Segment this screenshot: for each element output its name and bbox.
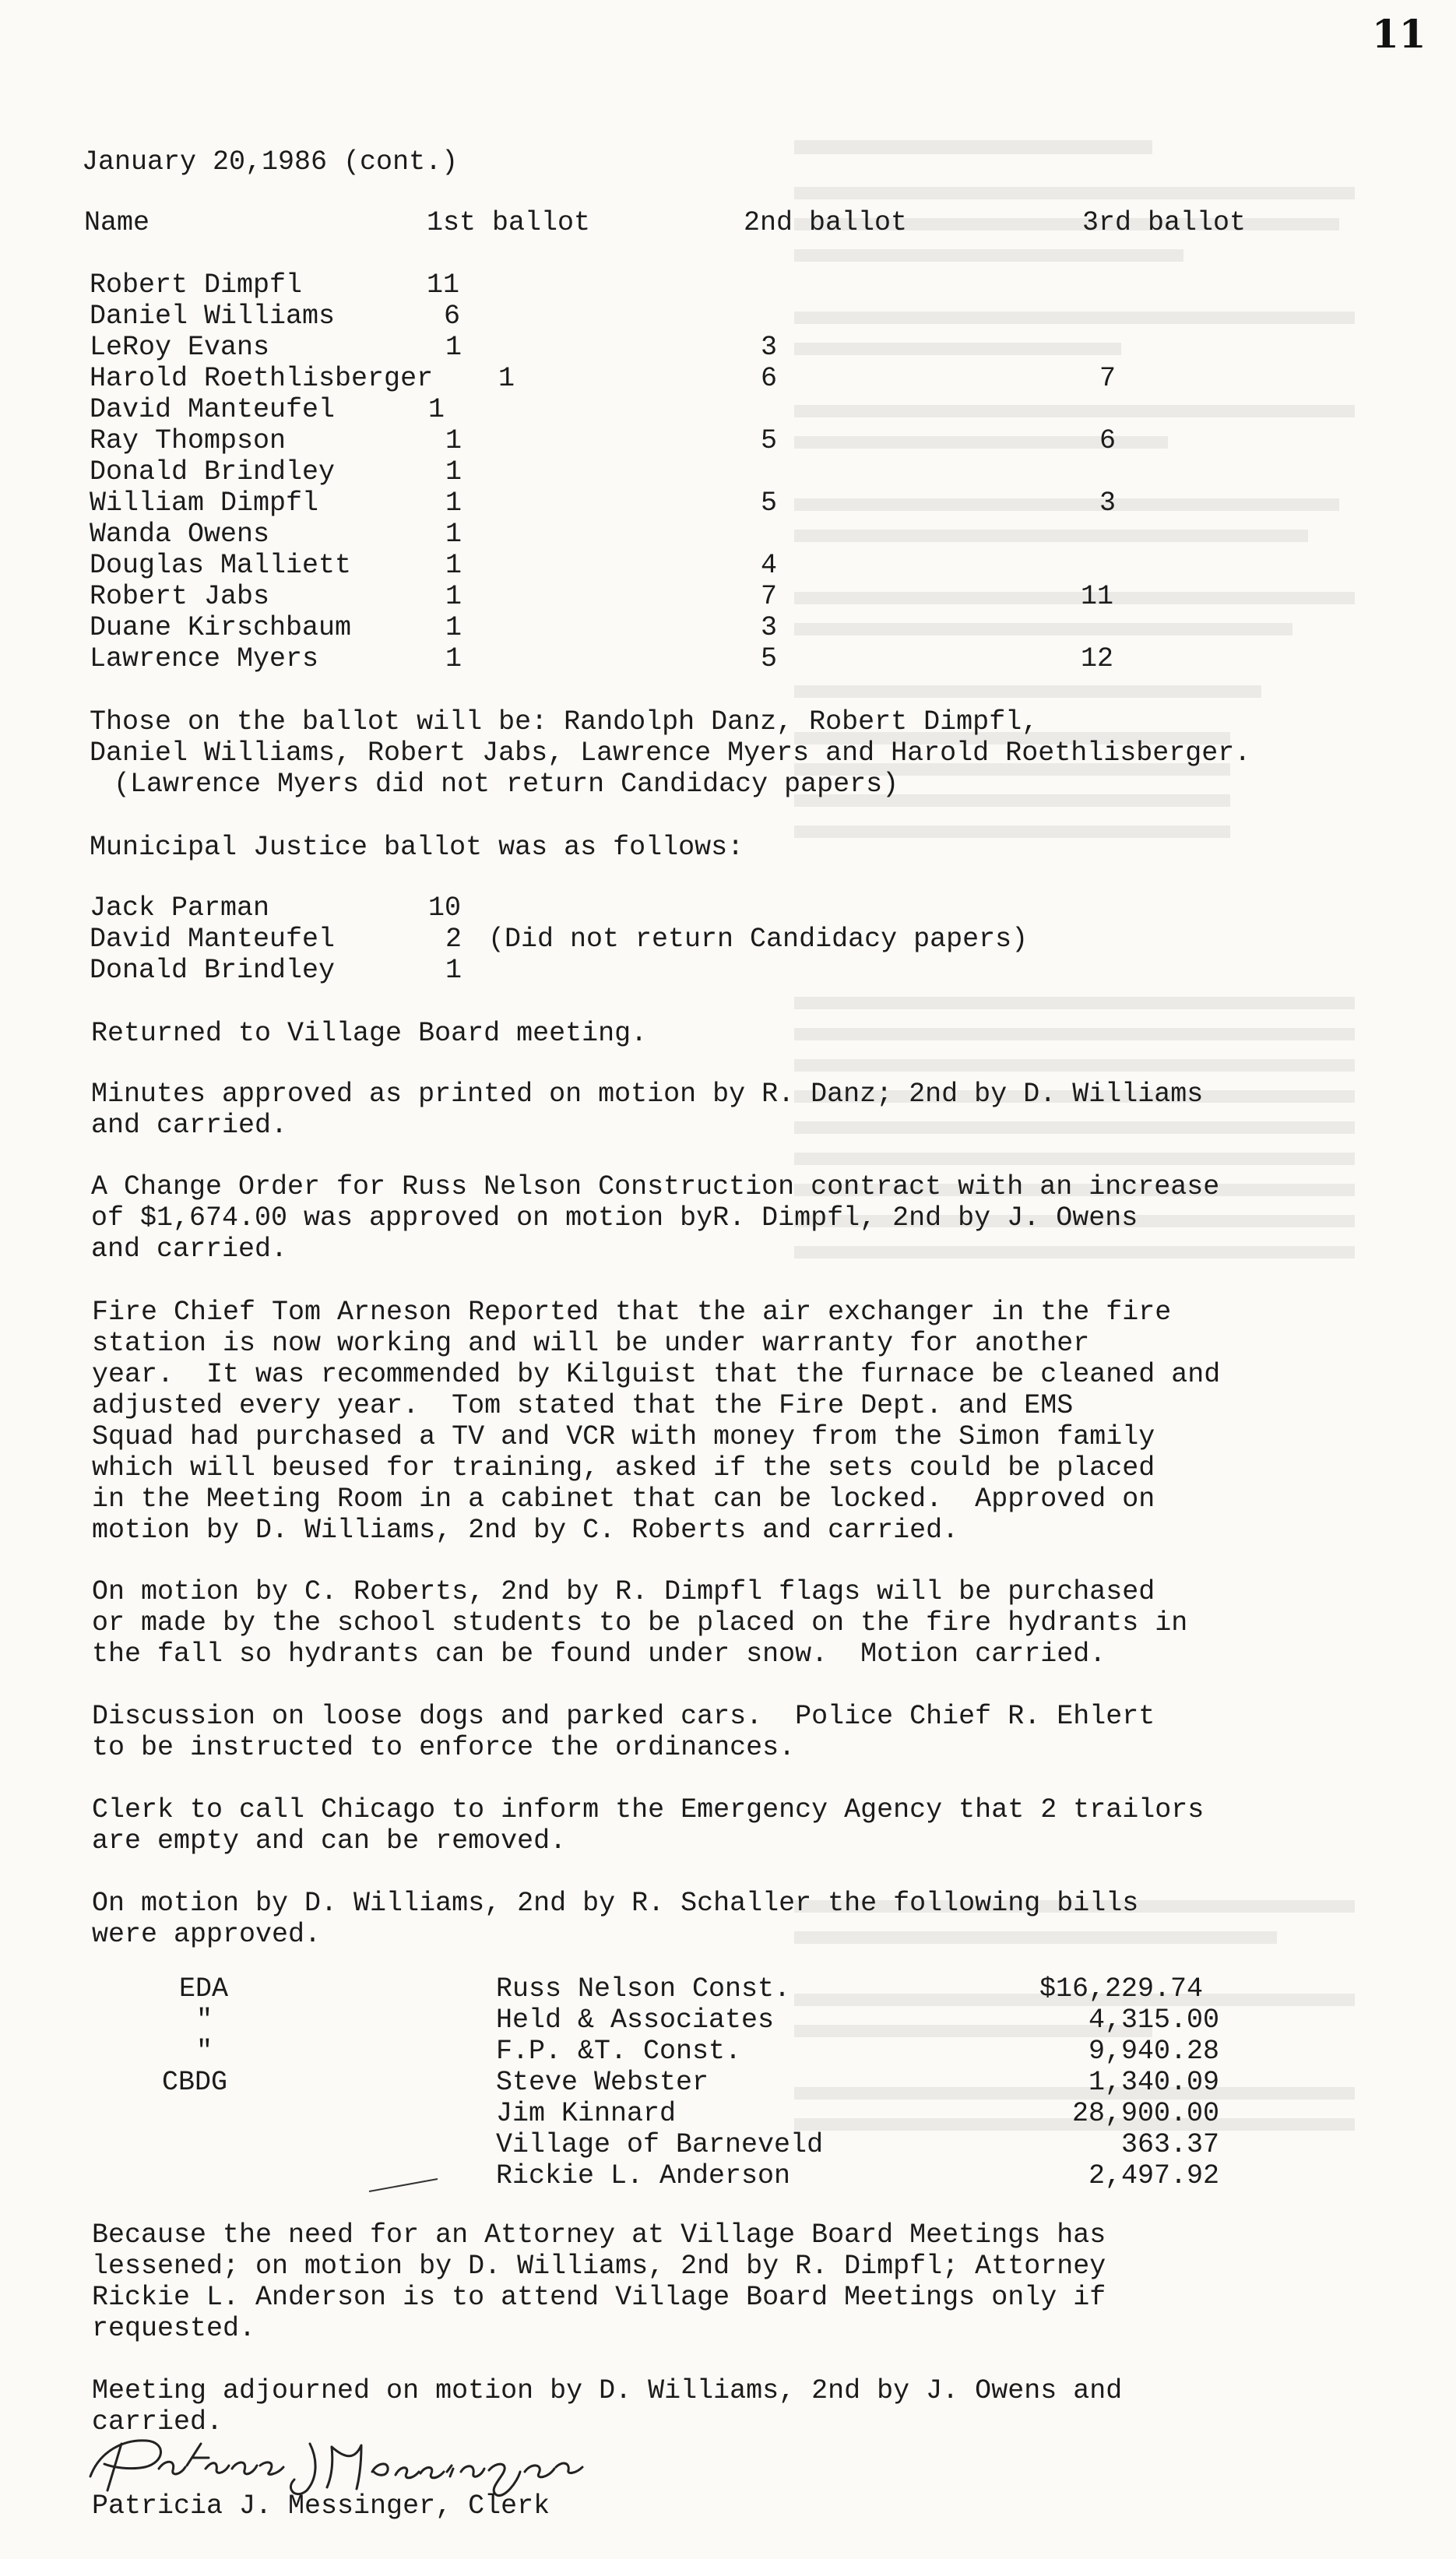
pen-mark [366,2173,444,2196]
attorney-line: requested. [92,2313,256,2344]
ballot-row-name: David Manteufel [90,394,336,425]
ballot-row-b3: 12 [1081,643,1114,674]
returned-line: Returned to Village Board meeting. [91,1018,648,1049]
ballot-row-b3: 6 [1099,425,1117,456]
clerk-line: Patricia J. Messinger, Clerk [92,2490,550,2522]
ballot-row-name: Harold Roethlisberger [90,363,434,394]
bill-fund: EDA [179,1973,229,2005]
attorney-line: lessened; on motion by D. Williams, 2nd by R. Dimpfl; Attorney [92,2251,1106,2282]
ballot-row-b2: 4 [761,550,778,581]
adjourn-line: Meeting adjourned on motion by D. Williams, 2nd by J. Owens and [92,2375,1123,2406]
justice-row-votes: 1 [445,955,462,986]
ballot-row-b1: 1 [445,550,462,581]
date-heading: January 20,1986 (cont.) [82,146,459,178]
ballot-row-name: Duane Kirschbaum [90,612,352,643]
justice-row-name: David Manteufel [90,924,336,955]
ballot-row-name: Wanda Owens [90,519,270,550]
bill-amount: 363.37 [1121,2129,1220,2160]
fire-chief-line: station is now working and will be under warranty for another [92,1328,1090,1359]
ballot-row-b1: 1 [498,363,515,394]
ballot-row-name: Douglas Malliett [90,550,352,581]
ballot-row-b2: 3 [761,612,778,643]
ballot-row-name: Daniel Williams [90,301,336,332]
ballot-row-b3: 11 [1081,581,1114,612]
attorney-line: Rickie L. Anderson is to attend Village Board Meetings only if [92,2282,1106,2313]
ballot-result-line: Daniel Williams, Robert Jabs, Lawrence Myers and Harold Roethlisberger. [90,737,1251,769]
bleed-through-texture [701,140,1401,2165]
ballot-row-b2: 3 [761,332,778,363]
ballot-row-b2: 5 [761,643,778,674]
ballot-row-b1: 1 [445,425,462,456]
minutes-line: and carried. [91,1110,288,1141]
fire-chief-line: motion by D. Williams, 2nd by C. Roberts and carried. [92,1515,959,1546]
fire-chief-line: adjusted every year. Tom stated that the Fire Dept. and EMS [92,1390,1074,1421]
ballot-row-b1: 1 [445,643,462,674]
ballot-row-b1: 1 [445,332,462,363]
flags-line: or made by the school students to be placed on the fire hydrants in [92,1607,1188,1639]
ballot-header-2nd: 2nd ballot [744,207,908,238]
bills-intro-line: were approved. [92,1919,322,1950]
ballot-row-name: William Dimpfl [90,488,319,519]
dogs-line: Discussion on loose dogs and parked cars. Police Chief R. Ehlert [92,1701,1155,1732]
bill-payee: Steve Webster [496,2067,709,2098]
ballot-row-b1: 1 [428,394,445,425]
bill-payee: Russ Nelson Const. [496,1973,791,2005]
chicago-line: are empty and can be removed. [92,1825,567,1857]
ballot-row-b1: 11 [427,269,460,301]
flags-line: On motion by C. Roberts, 2nd by R. Dimpfl flags will be purchased [92,1576,1155,1607]
ballot-row-b2: 5 [761,425,778,456]
bill-payee: Jim Kinnard [496,2098,677,2129]
ballot-header-name: Name [84,207,150,238]
change-order-line: and carried. [91,1234,288,1265]
fire-chief-line: Squad had purchased a TV and VCR with money from the Simon family [92,1421,1155,1452]
ballot-row-name: Robert Dimpfl [90,269,303,301]
bill-amount: $16,229.74 [1039,1973,1204,2005]
justice-intro: Municipal Justice ballot was as follows: [90,832,744,863]
ballot-row-b1: 1 [445,581,462,612]
bills-intro-line: On motion by D. Williams, 2nd by R. Schaller the following bills [92,1888,1139,1919]
ballot-row-b2: 6 [761,363,778,394]
attorney-line: Because the need for an Attorney at Village Board Meetings has [92,2219,1106,2251]
bill-amount: 9,940.28 [1088,2036,1220,2067]
chicago-line: Clerk to call Chicago to inform the Emergency Agency that 2 trailors [92,1794,1205,1825]
bill-payee: Held & Associates [496,2005,775,2036]
bill-fund: CBDG [162,2067,228,2098]
bill-payee: Village of Barneveld [496,2129,824,2160]
ballot-header-3rd: 3rd ballot [1082,207,1247,238]
bill-payee: Rickie L. Anderson [496,2160,791,2191]
ballot-row-name: Robert Jabs [90,581,270,612]
flags-line: the fall so hydrants can be found under snow. Motion carried. [92,1639,1106,1670]
ballot-row-name: Ray Thompson [90,425,287,456]
ballot-result-note: (Lawrence Myers did not return Candidacy papers) [97,769,899,800]
ballot-row-b1: 1 [445,612,462,643]
ballot-row-name: LeRoy Evans [90,332,270,363]
fire-chief-line: year. It was recommended by Kilguist that the furnace be cleaned and [92,1359,1221,1390]
fire-chief-line: in the Meeting Room in a cabinet that can be locked. Approved on [92,1484,1155,1515]
ballot-row-b1: 1 [445,456,462,488]
ballot-row-b1: 1 [445,488,462,519]
bill-amount: 28,900.00 [1072,2098,1220,2129]
bill-fund: " [196,2036,213,2067]
handwritten-signature [84,2428,645,2498]
justice-row-name: Jack Parman [90,892,270,924]
bill-amount: 1,340.09 [1088,2067,1220,2098]
change-order-line: of $1,674.00 was approved on motion byR. Dimpfl, 2nd by J. Owens [91,1202,1138,1234]
fire-chief-line: which will beused for training, asked if the sets could be placed [92,1452,1155,1484]
ballot-row-name: Donald Brindley [90,456,336,488]
bill-fund: " [196,2005,213,2036]
change-order-line: A Change Order for Russ Nelson Construction contract with an increase [91,1171,1220,1202]
bill-amount: 4,315.00 [1088,2005,1220,2036]
justice-row-votes: 10 [428,892,462,924]
ballot-row-b3: 3 [1099,488,1117,519]
adjourn-line: carried. [92,2406,223,2438]
justice-row-name: Donald Brindley [90,955,336,986]
ballot-row-b2: 7 [761,581,778,612]
ballot-row-b3: 7 [1099,363,1117,394]
ballot-row-b2: 5 [761,488,778,519]
page-number: 11 [1372,11,1426,57]
ballot-row-b1: 6 [444,301,461,332]
justice-row-note: (Did not return Candidacy papers) [488,924,1029,955]
dogs-line: to be instructed to enforce the ordinances. [92,1732,796,1763]
ballot-header-1st: 1st ballot [427,207,591,238]
justice-row-votes: 2 [445,924,462,955]
fire-chief-line: Fire Chief Tom Arneson Reported that the air exchanger in the fire [92,1297,1172,1328]
ballot-row-name: Lawrence Myers [90,643,319,674]
minutes-line: Minutes approved as printed on motion by R. Danz; 2nd by D. Williams [91,1079,1204,1110]
bill-payee: F.P. &T. Const. [496,2036,742,2067]
ballot-row-b1: 1 [445,519,462,550]
bill-amount: 2,497.92 [1088,2160,1220,2191]
ballot-result-line: Those on the ballot will be: Randolph Danz, Robert Dimpfl, [90,706,1039,737]
